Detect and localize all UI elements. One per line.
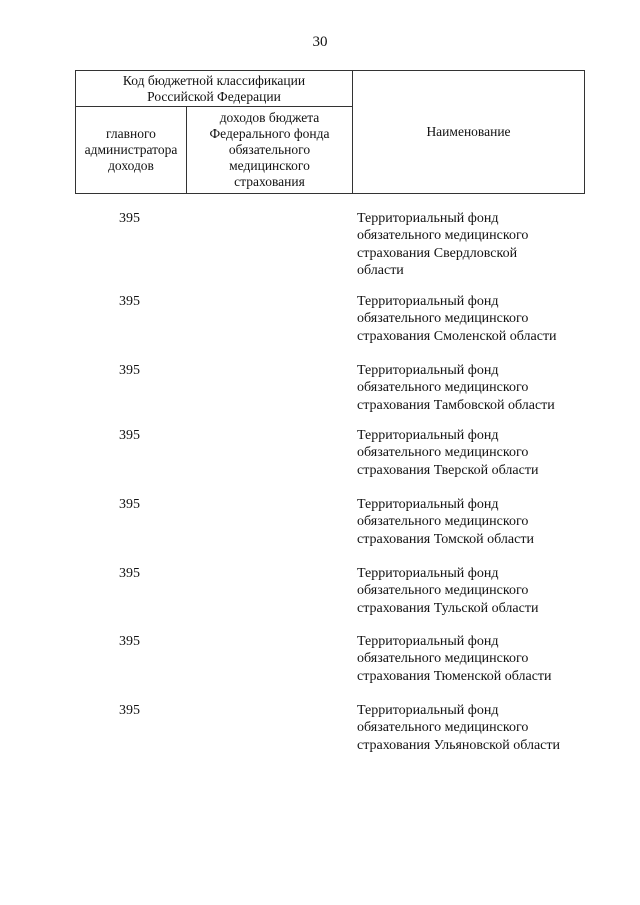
header-col-income: доходов бюджета Федерального фонда обязательного медицинского страхования	[209, 110, 330, 189]
table-row	[0, 702, 640, 762]
table-row	[0, 210, 640, 293]
header-group-title: Код бюджетной классификации Российской Федерации	[122, 72, 306, 104]
row-name: Территориальный фонд обязательного медицинского страхования Смоленской области	[357, 294, 557, 344]
row-name: Территориальный фонд обязательного медицинского страхования Ульяновской области	[357, 703, 561, 753]
header-col-admin: главного администратора доходов	[84, 126, 178, 173]
row-name: Территориальный фонд обязательного медицинского страхования Тверской области	[357, 428, 539, 478]
table-row	[0, 565, 640, 633]
table-row	[0, 362, 640, 427]
row-name: Территориальный фонд обязательного медицинского страхования Томской области	[357, 497, 534, 547]
table-row	[0, 496, 640, 565]
header-col-name: Наименование	[426, 124, 511, 139]
row-code: 395	[119, 363, 140, 378]
table-border-bottom	[75, 193, 585, 194]
row-code: 395	[119, 211, 140, 226]
classification-rows	[0, 210, 640, 762]
row-code: 395	[119, 294, 140, 309]
row-code: 395	[119, 497, 140, 512]
row-name: Территориальный фонд обязательного медицинского страхования Тамбовской области	[357, 363, 555, 413]
row-name: Территориальный фонд обязательного медицинского страхования Свердловской области	[357, 211, 529, 278]
row-code: 395	[119, 428, 140, 443]
table-row	[0, 293, 640, 362]
table-border-right	[584, 70, 585, 194]
row-name: Территориальный фонд обязательного медицинского страхования Тюменской области	[357, 634, 552, 684]
table-row	[0, 633, 640, 702]
row-code: 395	[119, 703, 140, 718]
row-name: Территориальный фонд обязательного медицинского страхования Тульской области	[357, 566, 539, 616]
row-code: 395	[119, 566, 140, 581]
table-row	[0, 427, 640, 496]
page-number: 30	[312, 34, 328, 50]
classification-header-table	[75, 70, 585, 194]
row-code: 395	[119, 634, 140, 649]
